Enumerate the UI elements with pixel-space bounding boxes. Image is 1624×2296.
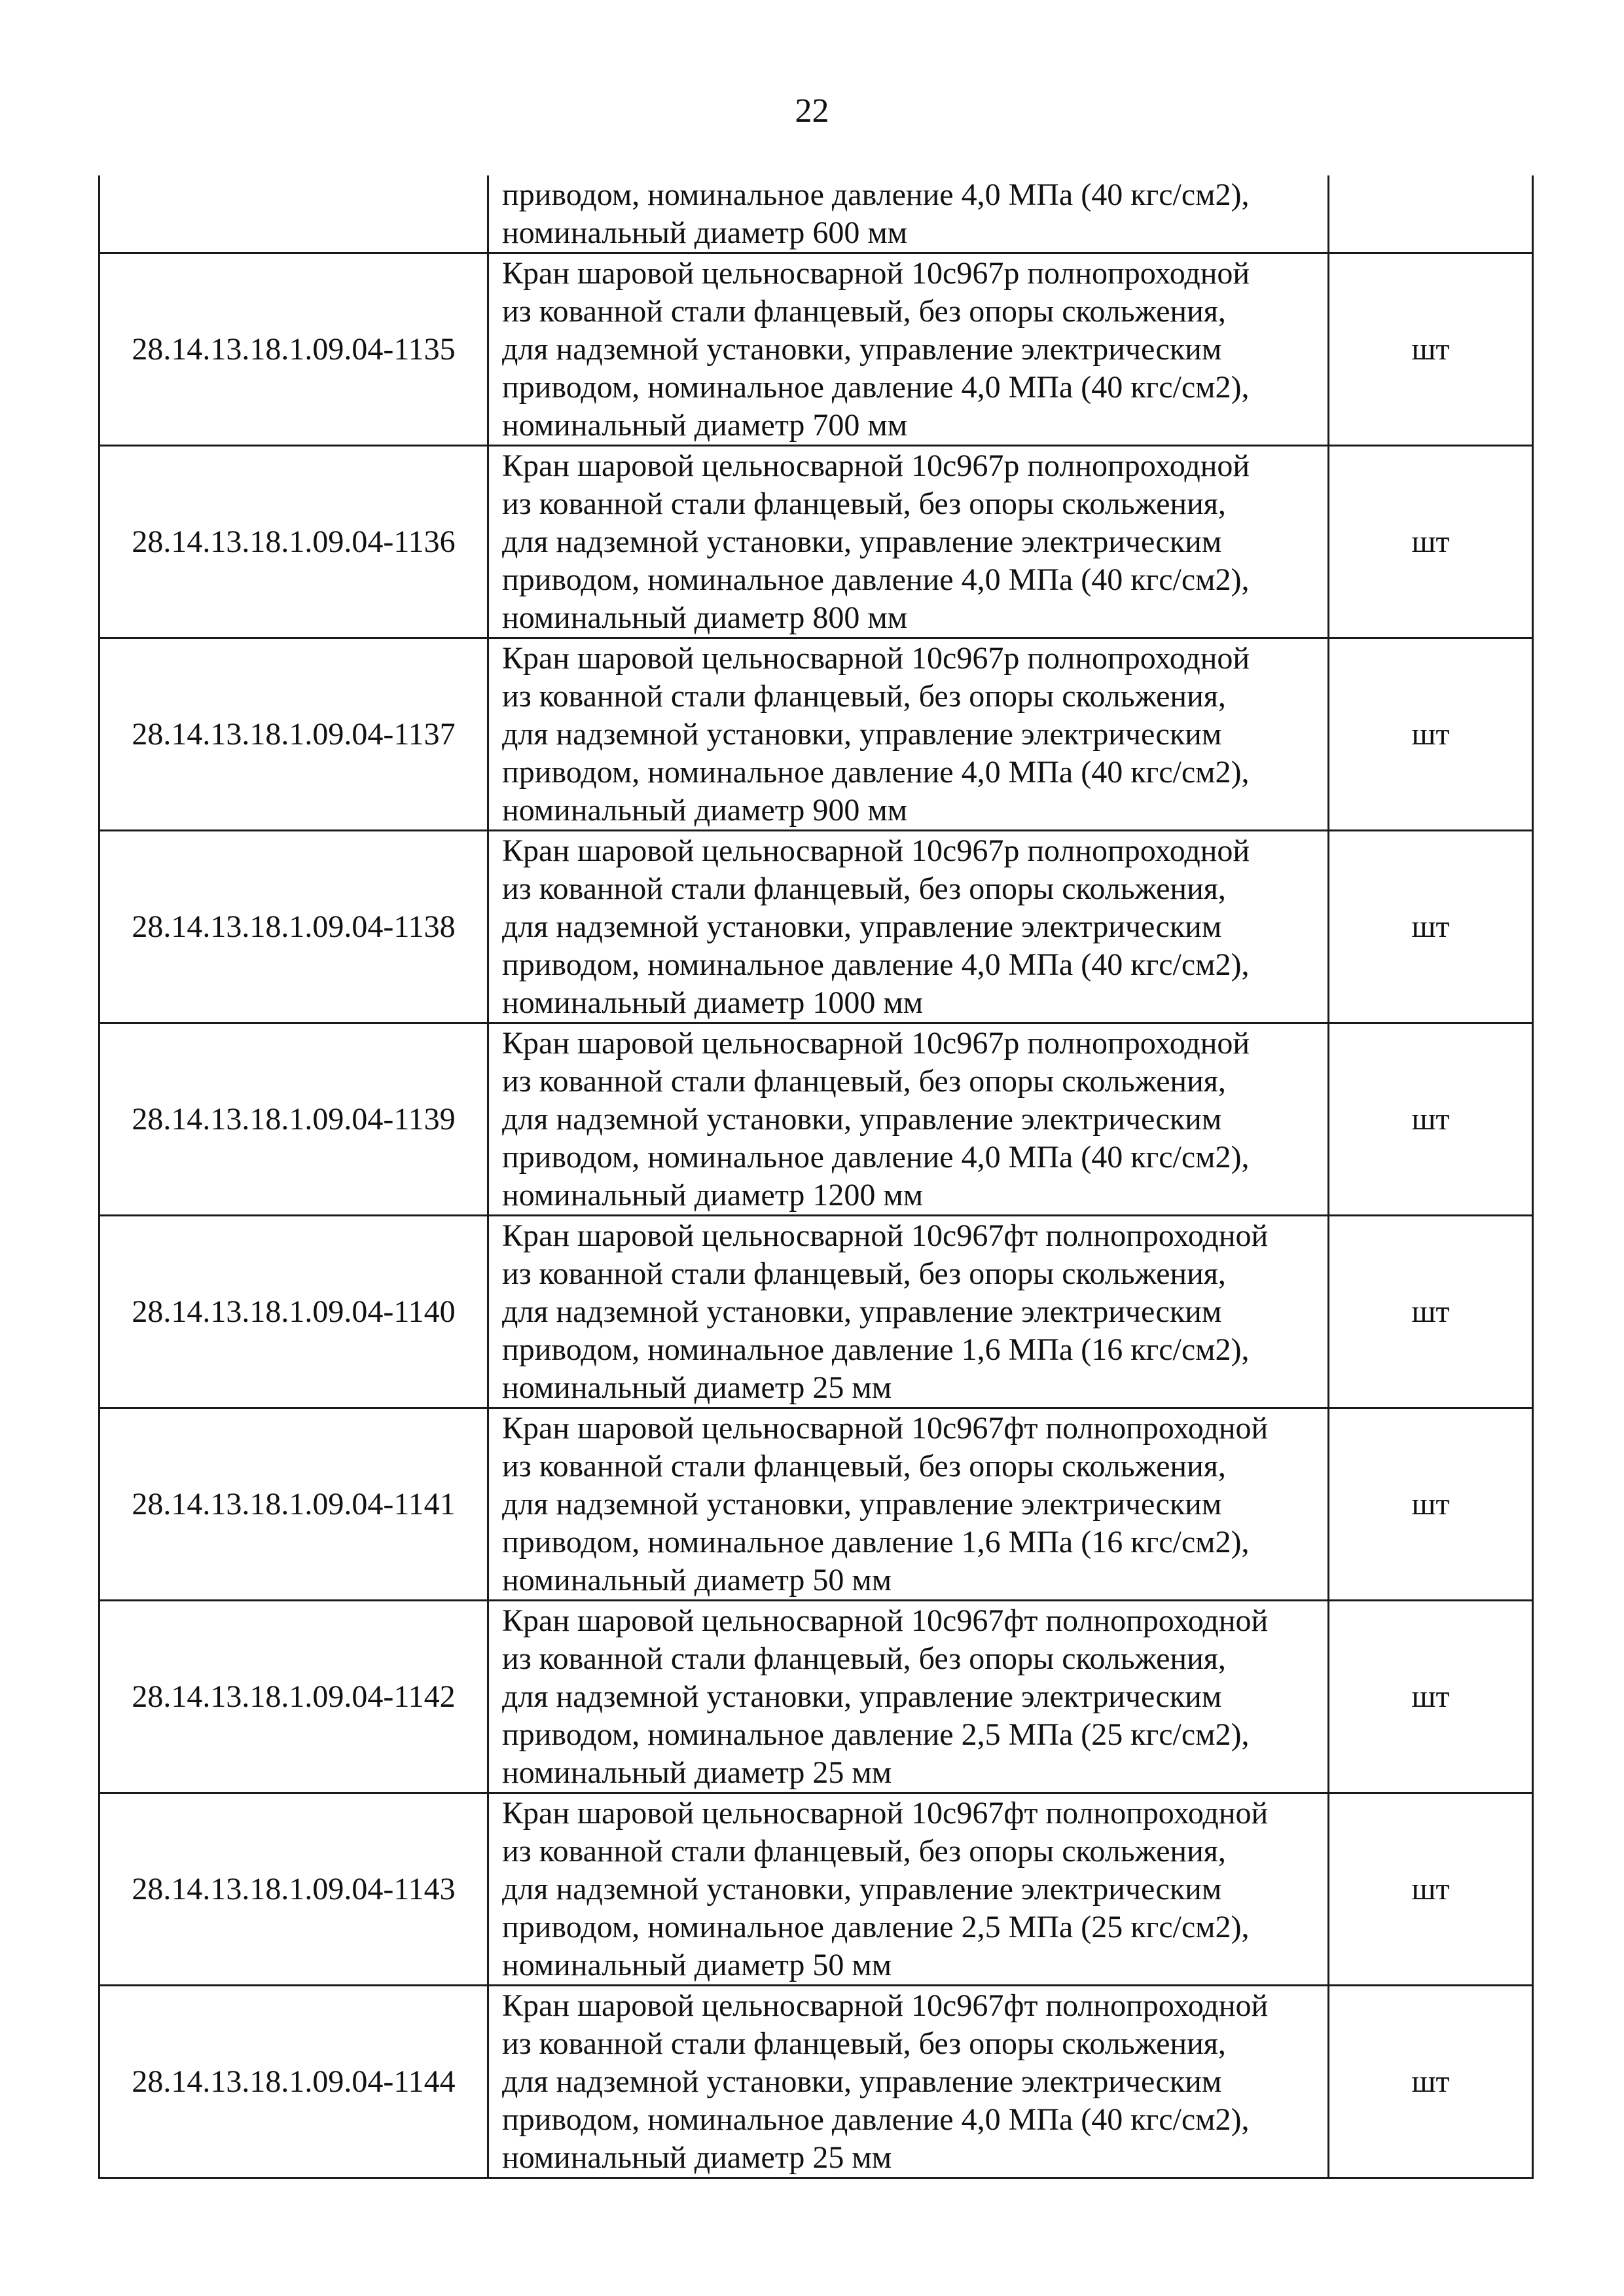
description-line: для надземной установки, управление электрическим [502,717,1222,752]
description-line: номинальный диаметр 600 мм [502,215,908,250]
description-line: для надземной установки, управление электрическим [502,1872,1222,1906]
table-row [99,1408,1533,1601]
description-line: Кран шаровой цельносварной 10с967фт полнопроходной [502,1603,1269,1638]
description-line: Кран шаровой цельносварной 10с967р полнопроходной [502,448,1250,483]
unit-cell: шт [1329,1408,1533,1601]
description-line: приводом, номинальное давление 4,0 МПа (40 кгс/см2), [502,1140,1250,1175]
resource-table [98,175,1534,2179]
resource-code-cell: 28.14.13.18.1.09.04-1140 [99,1216,488,1408]
table-row [99,1793,1533,1986]
description-line: приводом, номинальное давление 4,0 МПа (40 кгс/см2), [502,177,1250,212]
description-line: Кран шаровой цельносварной 10с967фт полнопроходной [502,1988,1269,2023]
resource-description-cell [488,1023,1329,1216]
description-line: для надземной установки, управление электрическим [502,1294,1222,1329]
description-line: приводом, номинальное давление 2,5 МПа (25 кгс/см2), [502,1717,1250,1752]
description-line: Кран шаровой цельносварной 10с967р полнопроходной [502,256,1250,291]
description-line: приводом, номинальное давление 4,0 МПа (40 кгс/см2), [502,370,1250,405]
description-line: для надземной установки, управление электрическим [502,1102,1222,1137]
description-line: Кран шаровой цельносварной 10с967р полнопроходной [502,641,1250,676]
unit-cell: шт [1329,638,1533,831]
description-line: для надземной установки, управление электрическим [502,1679,1222,1714]
description-line: из кованной стали фланцевый, без опоры скольжения, [502,1834,1226,1868]
description-line: из кованной стали фланцевый, без опоры скольжения, [502,871,1226,906]
resource-code-cell: 28.14.13.18.1.09.04-1141 [99,1408,488,1601]
description-line: номинальный диаметр 1000 мм [502,985,924,1020]
description-line: номинальный диаметр 900 мм [502,793,908,828]
resource-code-cell: 28.14.13.18.1.09.04-1142 [99,1601,488,1793]
unit-cell: шт [1329,446,1533,638]
table-row [99,446,1533,638]
description-line: номинальный диаметр 800 мм [502,600,908,635]
resource-code-cell: 28.14.13.18.1.09.04-1136 [99,446,488,638]
table-row [99,831,1533,1023]
description-line: приводом, номинальное давление 4,0 МПа (40 кгс/см2), [502,947,1250,982]
resource-description-cell [488,1986,1329,2178]
description-line: приводом, номинальное давление 4,0 МПа (40 кгс/см2), [502,562,1250,597]
description-line: из кованной стали фланцевый, без опоры скольжения, [502,1449,1226,1484]
description-line: номинальный диаметр 25 мм [502,1755,892,1790]
description-line: Кран шаровой цельносварной 10с967р полнопроходной [502,833,1250,868]
description-line: из кованной стали фланцевый, без опоры скольжения, [502,1256,1226,1291]
page-number: 22 [795,92,829,130]
unit-cell: шт [1329,253,1533,446]
resource-code-cell: 28.14.13.18.1.09.04-1137 [99,638,488,831]
description-line: Кран шаровой цельносварной 10с967фт полнопроходной [502,1796,1269,1831]
description-line: из кованной стали фланцевый, без опоры скольжения, [502,294,1226,329]
table-row [99,638,1533,831]
resource-description-cell [488,1216,1329,1408]
description-line: из кованной стали фланцевый, без опоры скольжения, [502,1064,1226,1099]
description-line: приводом, номинальное давление 2,5 МПа (25 кгс/см2), [502,1910,1250,1944]
description-line: из кованной стали фланцевый, без опоры скольжения, [502,486,1226,521]
table-row [99,253,1533,446]
description-line: приводом, номинальное давление 4,0 МПа (40 кгс/см2), [502,2102,1250,2137]
unit-cell [1329,175,1533,253]
unit-cell: шт [1329,831,1533,1023]
table-row [99,1216,1533,1408]
resource-description-cell [488,1601,1329,1793]
unit-cell: шт [1329,1216,1533,1408]
description-line: Кран шаровой цельносварной 10с967фт полнопроходной [502,1218,1269,1253]
description-line: для надземной установки, управление электрическим [502,909,1222,944]
resource-code-cell: 28.14.13.18.1.09.04-1143 [99,1793,488,1986]
unit-cell: шт [1329,1793,1533,1986]
description-line: для надземной установки, управление электрическим [502,1487,1222,1522]
description-line: номинальный диаметр 1200 мм [502,1178,924,1212]
unit-cell: шт [1329,1986,1533,2178]
description-line: для надземной установки, управление электрическим [502,332,1222,367]
table-row [99,1986,1533,2178]
table-body [99,175,1533,2178]
description-line: приводом, номинальное давление 4,0 МПа (40 кгс/см2), [502,755,1250,790]
table-row [99,1601,1533,1793]
resource-description-cell [488,253,1329,446]
resource-code-cell: 28.14.13.18.1.09.04-1144 [99,1986,488,2178]
resource-description-cell [488,1793,1329,1986]
description-line: номинальный диаметр 25 мм [502,2140,892,2175]
description-line: номинальный диаметр 700 мм [502,408,908,443]
resource-description-cell [488,175,1329,253]
description-line: приводом, номинальное давление 1,6 МПа (16 кгс/см2), [502,1332,1250,1367]
description-line: номинальный диаметр 25 мм [502,1370,892,1405]
description-line: номинальный диаметр 50 мм [502,1563,892,1597]
resource-description-cell [488,1408,1329,1601]
resource-description-cell [488,831,1329,1023]
description-line: из кованной стали фланцевый, без опоры скольжения, [502,2026,1226,2061]
table-row-continuation [99,175,1533,253]
table-row [99,1023,1533,1216]
unit-cell: шт [1329,1601,1533,1793]
resource-code-cell: 28.14.13.18.1.09.04-1138 [99,831,488,1023]
description-line: для надземной установки, управление электрическим [502,524,1222,559]
description-line: номинальный диаметр 50 мм [502,1948,892,1982]
resource-code-cell: 28.14.13.18.1.09.04-1139 [99,1023,488,1216]
resource-description-cell [488,446,1329,638]
description-line: из кованной стали фланцевый, без опоры скольжения, [502,1641,1226,1676]
resource-description-cell [488,638,1329,831]
description-line: для надземной установки, управление электрическим [502,2064,1222,2099]
description-line: Кран шаровой цельносварной 10с967фт полнопроходной [502,1411,1269,1446]
resource-code-cell [99,175,488,253]
resource-code-cell: 28.14.13.18.1.09.04-1135 [99,253,488,446]
description-line: приводом, номинальное давление 1,6 МПа (16 кгс/см2), [502,1525,1250,1559]
description-line: из кованной стали фланцевый, без опоры скольжения, [502,679,1226,714]
unit-cell: шт [1329,1023,1533,1216]
description-line: Кран шаровой цельносварной 10с967р полнопроходной [502,1026,1250,1061]
